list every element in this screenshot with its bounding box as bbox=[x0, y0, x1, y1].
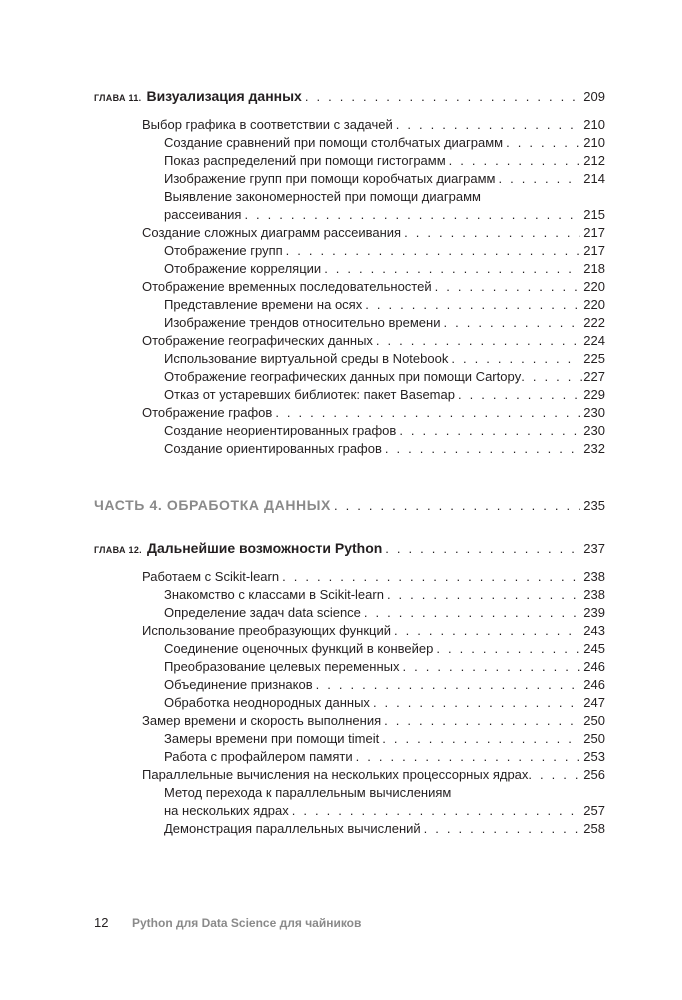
page-number: 238 bbox=[583, 569, 605, 584]
page-footer bbox=[94, 915, 361, 930]
page-number: 217 bbox=[583, 225, 605, 240]
leader-dots bbox=[365, 297, 580, 312]
toc-entry[interactable] bbox=[164, 207, 605, 225]
toc-entry[interactable] bbox=[164, 423, 605, 441]
page-number: 232 bbox=[583, 441, 605, 456]
toc-entry[interactable] bbox=[164, 171, 605, 189]
toc-entry[interactable] bbox=[142, 333, 605, 351]
page-number: 246 bbox=[583, 677, 605, 692]
page-number: 218 bbox=[583, 261, 605, 276]
leader-dots bbox=[364, 605, 580, 620]
toc-entry[interactable] bbox=[164, 261, 605, 279]
page-number: 250 bbox=[583, 731, 605, 746]
leader-dots bbox=[399, 423, 580, 438]
page-number: 239 bbox=[583, 605, 605, 620]
page-number: 225 bbox=[583, 351, 605, 366]
entry-text: Метод перехода к параллельным вычислениям bbox=[164, 785, 452, 800]
entry-text: Замеры времени при помощи timeit bbox=[164, 731, 380, 746]
toc-entry[interactable] bbox=[164, 659, 605, 677]
toc-entry[interactable] bbox=[164, 677, 605, 695]
entry-text: Выбор графика в соответствии с задачей bbox=[142, 117, 393, 132]
footer-page-number: 12 bbox=[94, 915, 109, 930]
page-number: 230 bbox=[583, 423, 605, 438]
leader-dots bbox=[275, 405, 580, 420]
leader-dots bbox=[286, 243, 581, 258]
entry-text: на нескольких ядрах bbox=[164, 803, 289, 818]
chapter-title: Дальнейшие возможности Python bbox=[146, 540, 383, 556]
entry-text: Преобразование целевых переменных bbox=[164, 659, 400, 674]
chapter-11-heading[interactable] bbox=[94, 88, 605, 108]
toc-entry[interactable] bbox=[164, 587, 605, 605]
toc-entry-line[interactable] bbox=[164, 189, 605, 207]
entry-text: Определение задач data science bbox=[164, 605, 361, 620]
chapter-12-heading[interactable] bbox=[94, 540, 605, 560]
page-number: 220 bbox=[583, 297, 605, 312]
entry-text: Изображение трендов относительно времени bbox=[164, 315, 441, 330]
page-number: 247 bbox=[583, 695, 605, 710]
entry-text: Использование преобразующих функций bbox=[142, 623, 392, 638]
page-number: 224 bbox=[583, 333, 605, 348]
entry-text: Работаем с Scikit-learn bbox=[142, 569, 280, 584]
leader-dots bbox=[424, 821, 581, 836]
entry-text: Отказ от устаревших библиотек: пакет Basemap bbox=[164, 387, 455, 402]
page-number: 243 bbox=[583, 623, 605, 638]
toc-entry[interactable] bbox=[164, 243, 605, 261]
toc-entry[interactable] bbox=[142, 117, 605, 135]
leader-dots bbox=[435, 279, 581, 294]
leader-dots bbox=[305, 89, 580, 104]
leader-dots bbox=[394, 623, 580, 638]
chapter-title: Визуализация данных bbox=[146, 88, 302, 104]
toc-entry[interactable] bbox=[164, 641, 605, 659]
toc-entry[interactable] bbox=[164, 731, 605, 749]
toc-entry[interactable] bbox=[164, 315, 605, 333]
toc-entry[interactable] bbox=[164, 803, 605, 821]
leader-dots bbox=[356, 749, 581, 764]
leader-dots bbox=[396, 117, 581, 132]
entry-text: Изображение групп при помощи коробчатых диаграмм bbox=[164, 171, 496, 186]
leader-dots bbox=[292, 803, 581, 818]
leader-dots bbox=[385, 441, 580, 456]
part-title: ЧАСТЬ 4. ОБРАБОТКА ДАННЫХ bbox=[94, 497, 331, 513]
page-number: 250 bbox=[583, 713, 605, 728]
entry-text: Отображение географических данных bbox=[142, 333, 373, 348]
toc-entry[interactable] bbox=[142, 713, 605, 731]
leader-dots bbox=[403, 659, 581, 674]
page-number: 215 bbox=[583, 207, 605, 222]
page-number: 230 bbox=[583, 405, 605, 420]
leader-dots bbox=[282, 569, 580, 584]
toc-entry[interactable] bbox=[142, 569, 605, 587]
entry-text: Выявление закономерностей при помощи диаграмм bbox=[164, 189, 481, 204]
leader-dots bbox=[458, 387, 580, 402]
page-number: 235 bbox=[583, 498, 605, 513]
leader-dots bbox=[373, 695, 580, 710]
toc-entry[interactable] bbox=[164, 695, 605, 713]
toc-entry-line[interactable] bbox=[164, 785, 605, 803]
entry-text: Создание сложных диаграмм рассеивания bbox=[142, 225, 402, 240]
leader-dots bbox=[316, 677, 581, 692]
entry-text: Отображение географических данных при помощи Cartopy bbox=[164, 369, 522, 384]
leader-dots bbox=[451, 351, 580, 366]
toc-entry[interactable] bbox=[164, 297, 605, 315]
leader-dots bbox=[385, 541, 580, 556]
toc-entry[interactable] bbox=[164, 369, 605, 387]
page-number: 220 bbox=[583, 279, 605, 294]
page-number: 238 bbox=[583, 587, 605, 602]
page-number: 245 bbox=[583, 641, 605, 656]
page-number: 257 bbox=[583, 803, 605, 818]
entry-text: Соединение оценочных функций в конвейер bbox=[164, 641, 434, 656]
page-number: 210 bbox=[583, 135, 605, 150]
entry-text: Отображение групп bbox=[164, 243, 283, 258]
leader-dots bbox=[387, 587, 580, 602]
toc-entry[interactable] bbox=[164, 153, 605, 171]
entry-text: Объединение признаков bbox=[164, 677, 313, 692]
entry-text: Использование виртуальной среды в Notebook bbox=[164, 351, 449, 366]
leader-dots bbox=[449, 153, 581, 168]
page-number: 210 bbox=[583, 117, 605, 132]
toc-entry[interactable] bbox=[142, 767, 605, 785]
entry-text: Знакомство с классами в Scikit-learn bbox=[164, 587, 384, 602]
toc-entry[interactable] bbox=[142, 225, 605, 243]
toc-entry[interactable] bbox=[142, 623, 605, 641]
page-number: 229 bbox=[583, 387, 605, 402]
entry-text: Работа с профайлером памяти bbox=[164, 749, 353, 764]
entry-text: Замер времени и скорость выполнения bbox=[142, 713, 382, 728]
leader-dots bbox=[506, 135, 580, 150]
page-number: 246 bbox=[583, 659, 605, 674]
leader-dots bbox=[376, 333, 580, 348]
leader-dots bbox=[443, 315, 580, 330]
entry-text: Создание ориентированных графов bbox=[164, 441, 382, 456]
page-number: 214 bbox=[583, 171, 605, 186]
leader-dots bbox=[499, 171, 581, 186]
entry-text: Отображение корреляции bbox=[164, 261, 322, 276]
entry-text: Отображение графов bbox=[142, 405, 273, 420]
page-number: 256 bbox=[583, 767, 605, 782]
leader-dots bbox=[521, 369, 583, 384]
page-number: 258 bbox=[583, 821, 605, 836]
page-number: 209 bbox=[583, 89, 605, 104]
toc-entry[interactable] bbox=[142, 279, 605, 297]
toc-entry[interactable] bbox=[142, 405, 605, 423]
toc-entry[interactable] bbox=[164, 605, 605, 623]
entry-text: Показ распределений при помощи гистограмм bbox=[164, 153, 446, 168]
page-number: 212 bbox=[583, 153, 605, 168]
leader-dots bbox=[244, 207, 580, 222]
footer-book-title: Python для Data Science для чайников bbox=[132, 916, 362, 930]
toc-entry[interactable] bbox=[164, 351, 605, 369]
leader-dots bbox=[384, 713, 580, 728]
entry-text: Демонстрация параллельных вычислений bbox=[164, 821, 421, 836]
entry-text: Отображение временных последовательностей bbox=[142, 279, 432, 294]
chapter-label: ГЛАВА 11. bbox=[94, 93, 142, 103]
page-number: 222 bbox=[583, 315, 605, 330]
leader-dots bbox=[382, 731, 580, 746]
toc-entry[interactable] bbox=[164, 135, 605, 153]
entry-text: Создание сравнений при помощи столбчатых диаграмм bbox=[164, 135, 504, 150]
page-number: 217 bbox=[583, 243, 605, 258]
toc-entry[interactable] bbox=[164, 387, 605, 405]
leader-dots bbox=[324, 261, 580, 276]
page-number: 237 bbox=[583, 541, 605, 556]
toc-entry[interactable] bbox=[164, 749, 605, 767]
toc-entry[interactable] bbox=[164, 821, 605, 839]
entry-text: Представление времени на осях bbox=[164, 297, 363, 312]
entry-text: рассеивания bbox=[164, 207, 242, 222]
page-number: 253 bbox=[583, 749, 605, 764]
page-number: 227 bbox=[583, 369, 605, 384]
chapter-label: ГЛАВА 12. bbox=[94, 545, 142, 555]
toc-entry[interactable] bbox=[164, 441, 605, 459]
part-4-heading[interactable] bbox=[94, 497, 605, 517]
leader-dots bbox=[436, 641, 580, 656]
leader-dots bbox=[528, 767, 583, 782]
leader-dots bbox=[334, 498, 580, 513]
leader-dots bbox=[404, 225, 580, 240]
entry-text: Обработка неоднородных данных bbox=[164, 695, 370, 710]
entry-text: Создание неориентированных графов bbox=[164, 423, 397, 438]
entry-text: Параллельные вычисления на нескольких процессорных ядрах bbox=[142, 767, 529, 782]
